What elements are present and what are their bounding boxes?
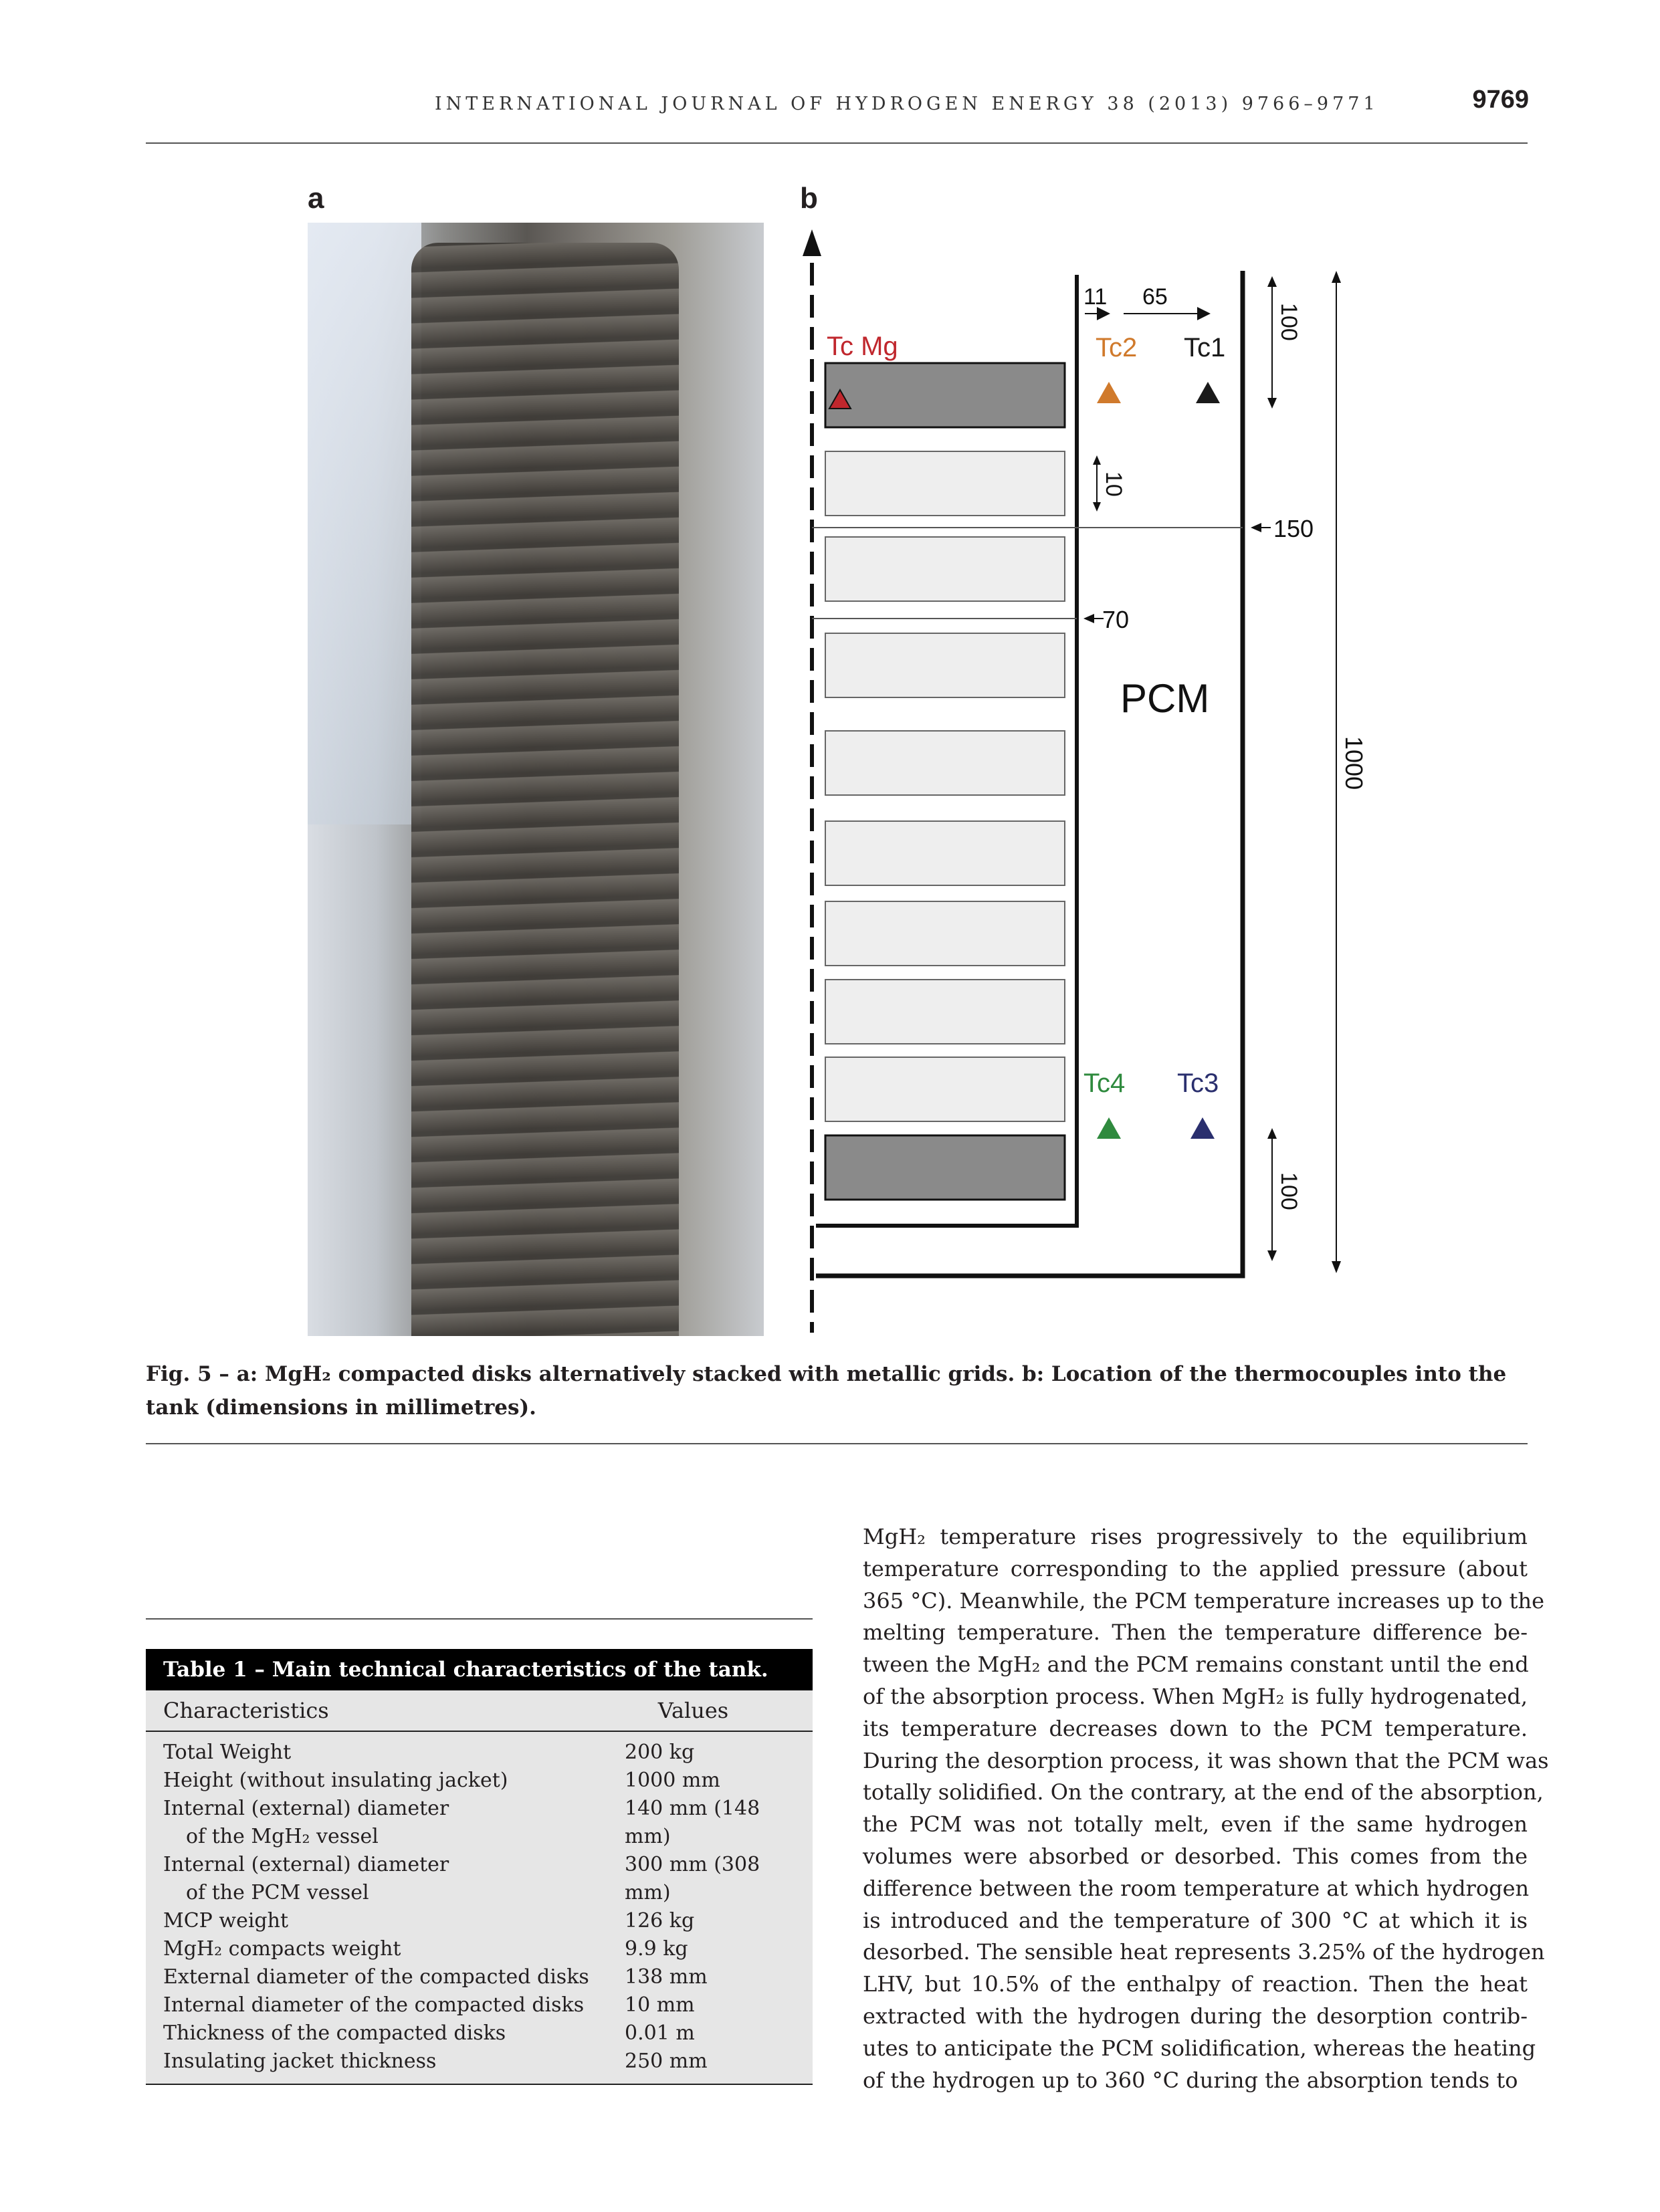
figure-caption: Fig. 5 – a: MgH₂ compacted disks alternatively stacked with metallic grids. b: Location of the thermocouples into the tank (dimensions in millimetres). bbox=[146, 1362, 1507, 1420]
table-cell-value: 140 mm (148 mm) bbox=[625, 1797, 760, 1848]
disk-stack bbox=[825, 363, 1065, 1200]
panel-b-label: b bbox=[800, 182, 818, 215]
body-text-line: its temperature decreases down to the PCM temperature. bbox=[863, 1715, 1528, 1741]
disk bbox=[825, 537, 1065, 601]
tc2-marker bbox=[1097, 382, 1121, 403]
journal-header: INTERNATIONAL JOURNAL OF HYDROGEN ENERGY 38 (2013) 9766–9771 bbox=[435, 94, 1379, 114]
tc2-label: Tc2 bbox=[1096, 333, 1138, 362]
dimension-100-bottom bbox=[1267, 1128, 1302, 1261]
table-cell-value: 138 mm bbox=[625, 1965, 708, 1989]
plastic-wrap-highlight bbox=[308, 223, 421, 824]
table-row bbox=[146, 1795, 813, 1851]
table-row bbox=[146, 1767, 813, 1795]
svg-text:100: 100 bbox=[1276, 1172, 1302, 1210]
body-text-line: extracted with the hydrogen during the desorption contrib- bbox=[863, 2003, 1528, 2029]
disk-dark-bottom bbox=[825, 1135, 1065, 1200]
caption-rule bbox=[146, 1443, 1528, 1444]
table-cell-value: 200 kg bbox=[625, 1741, 695, 1764]
svg-text:100: 100 bbox=[1276, 303, 1302, 341]
body-text-line: of the hydrogen up to 360 °C during the absorption tends to bbox=[863, 2067, 1518, 2093]
page-number: 9769 bbox=[1472, 86, 1529, 114]
compacted-disks-photo bbox=[308, 223, 764, 1336]
body-text-line: the PCM was not totally melt, even if the same hydrogen bbox=[863, 1811, 1528, 1838]
table-row bbox=[146, 1963, 813, 1991]
table-header-characteristics: Characteristics bbox=[163, 1698, 329, 1723]
body-text-line: desorbed. The sensible heat represents 3.25% of the hydrogen bbox=[863, 1939, 1545, 1965]
table-cell-value: 250 mm bbox=[625, 2050, 708, 2073]
disk bbox=[825, 821, 1065, 885]
body-text-line: is introduced and the temperature of 300 °C at which it is bbox=[863, 1907, 1528, 1933]
thermocouple-diagram bbox=[789, 223, 1391, 1339]
svg-text:11: 11 bbox=[1083, 284, 1108, 310]
body-text-line: volumes were absorbed or desorbed. This comes from the bbox=[863, 1843, 1528, 1869]
tc3-label: Tc3 bbox=[1177, 1069, 1219, 1098]
tc4-marker bbox=[1097, 1117, 1121, 1139]
body-text-line: melting temperature. Then the temperature difference be- bbox=[863, 1620, 1528, 1646]
table-title: Table 1 – Main technical characteristics of the tank. bbox=[146, 1649, 813, 1690]
body-text-column bbox=[863, 1521, 1549, 2096]
disk bbox=[825, 633, 1065, 697]
table-cell-value: 300 mm (308 mm) bbox=[625, 1853, 760, 1904]
table-cell-characteristic: Height (without insulating jacket) bbox=[163, 1769, 508, 1792]
dimension-1000 bbox=[1332, 271, 1368, 1273]
tc1-label: Tc1 bbox=[1184, 333, 1226, 362]
dimension-100-top bbox=[1267, 276, 1302, 409]
body-text-line: tween the MgH₂ and the PCM remains constant until the end bbox=[863, 1652, 1529, 1678]
tc-mg-label: Tc Mg bbox=[827, 332, 898, 361]
table-cell-characteristic: Internal (external) diameter of the PCM vessel bbox=[163, 1853, 449, 1904]
table-row bbox=[146, 1739, 813, 1767]
table-cell-value: 9.9 kg bbox=[625, 1937, 688, 1961]
table-cell-characteristic: Insulating jacket thickness bbox=[163, 2050, 437, 2073]
body-text-line: LHV, but 10.5% of the enthalpy of reaction. Then the heat bbox=[863, 1971, 1528, 1997]
dimension-11-65 bbox=[1083, 284, 1204, 314]
body-text-line: totally solidified. On the contrary, at the end of the absorption, bbox=[863, 1779, 1544, 1805]
body-text-line: of the absorption process. When MgH₂ is fully hydrogenated, bbox=[863, 1683, 1528, 1709]
body-text-line: temperature corresponding to the applied pressure (about bbox=[863, 1555, 1528, 1581]
table-cell-value: 1000 mm bbox=[625, 1769, 720, 1792]
disk bbox=[825, 980, 1065, 1044]
body-text-line: difference between the room temperature at which hydrogen bbox=[863, 1875, 1530, 1901]
tc3-marker bbox=[1190, 1117, 1215, 1139]
body-text-line: utes to anticipate the PCM solidification, whereas the heating bbox=[863, 2035, 1536, 2061]
table-1 bbox=[146, 1618, 813, 2085]
disk bbox=[825, 1057, 1065, 1121]
tc4-label: Tc4 bbox=[1083, 1069, 1126, 1098]
table-row bbox=[146, 1851, 813, 1907]
table-cell-characteristic: Total Weight bbox=[163, 1741, 292, 1764]
table-cell-characteristic: Thickness of the compacted disks bbox=[163, 2021, 506, 2045]
disk bbox=[825, 451, 1065, 516]
header-rule bbox=[146, 142, 1528, 144]
dimension-10 bbox=[1093, 455, 1126, 512]
table-row bbox=[146, 1907, 813, 1935]
table-row bbox=[146, 2019, 813, 2048]
svg-text:10: 10 bbox=[1101, 471, 1126, 497]
disk bbox=[825, 731, 1065, 795]
table-header-values: Values bbox=[657, 1698, 729, 1723]
table-cell-characteristic: External diameter of the compacted disks bbox=[163, 1965, 589, 1989]
table-row bbox=[146, 1991, 813, 2019]
table-cell-value: 0.01 m bbox=[625, 2021, 695, 2045]
body-text-line: During the desorption process, it was shown that the PCM was bbox=[863, 1747, 1549, 1773]
svg-text:65: 65 bbox=[1142, 284, 1168, 310]
disk-stack-image bbox=[411, 243, 679, 1336]
body-text-line: MgH₂ temperature rises progressively to the equilibrium bbox=[863, 1524, 1528, 1549]
dimension-70 bbox=[812, 606, 1129, 633]
pcm-label: PCM bbox=[1120, 676, 1210, 721]
table-bottom-rule bbox=[146, 2084, 813, 2085]
table-cell-characteristic: MCP weight bbox=[163, 1909, 289, 1932]
disk-dark-top bbox=[825, 363, 1065, 427]
table-cell-value: 126 kg bbox=[625, 1909, 695, 1932]
disk bbox=[825, 901, 1065, 966]
table-row bbox=[146, 2048, 813, 2076]
tc1-marker bbox=[1196, 382, 1220, 403]
table-row bbox=[146, 1935, 813, 1963]
svg-text:70: 70 bbox=[1102, 606, 1130, 633]
table-cell-characteristic: Internal (external) diameter of the MgH₂ vessel bbox=[163, 1797, 449, 1848]
table-cell-characteristic: Internal diameter of the compacted disks bbox=[163, 1993, 585, 2017]
table-header-row bbox=[146, 1690, 813, 1732]
table-cell-characteristic: MgH₂ compacts weight bbox=[163, 1937, 401, 1961]
table-cell-value: 10 mm bbox=[625, 1993, 695, 2017]
symmetry-axis bbox=[803, 229, 821, 1333]
body-text-line: 365 °C). Meanwhile, the PCM temperature increases up to the bbox=[863, 1587, 1545, 1614]
table-top-rule bbox=[146, 1618, 813, 1620]
table-body bbox=[146, 1690, 813, 2084]
svg-text:1000: 1000 bbox=[1340, 736, 1368, 790]
panel-a-label: a bbox=[308, 182, 324, 215]
svg-text:150: 150 bbox=[1273, 515, 1314, 542]
